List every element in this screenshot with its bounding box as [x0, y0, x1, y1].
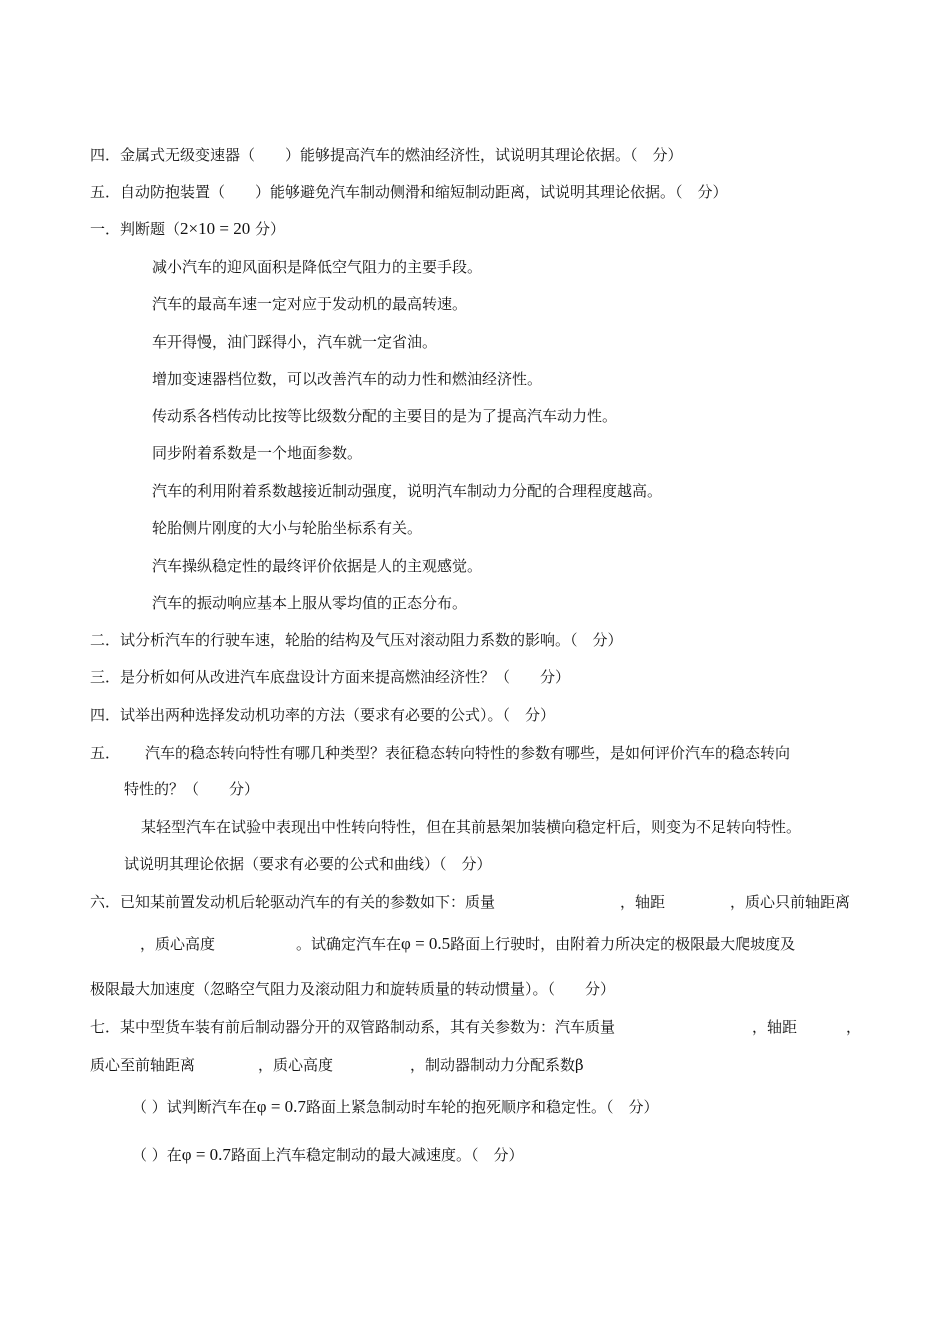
part-one-suffix: 路面上紧急制动时车轮的抱死顺序和稳定性。（ 分）: [305, 1098, 659, 1116]
part-two-prefix: （ ）在: [132, 1146, 182, 1164]
section-six-given-text: [296, 934, 795, 954]
true-false-heading-suffix: 分）: [250, 220, 285, 238]
true-false-item: 车开得慢，油门踩得小，汽车就一定省油。: [152, 333, 438, 351]
true-false-item: 增加变速器档位数，可以改善汽车的动力性和燃油经济性。: [152, 370, 543, 388]
section-six-given-prefix: 。试确定汽车在: [296, 935, 402, 953]
section-five-number: 五．: [90, 744, 121, 762]
section-six-line-one: 六．已知某前置发动机后轮驱动汽车的有关的参数如下：质量: [90, 893, 496, 911]
true-false-score-formula: 2×10 = 20: [180, 219, 251, 238]
section-seven-trailing-comma: ，: [846, 1018, 862, 1036]
question-four-cvt: 四．金属式无级变速器（ ）能够提高汽车的燃油经济性，试说明其理论依据。（ 分）: [90, 146, 683, 164]
section-five-line-two: 特性的？（ 分）: [124, 780, 260, 798]
true-false-item: 减小汽车的迎风面积是降低空气阻力的主要手段。: [152, 258, 483, 276]
section-six-wheelbase-label: ，轴距: [620, 893, 666, 911]
section-six-line-three: 极限最大加速度（忽略空气阻力及滚动阻力和旋转质量的转动惯量）。（ 分）: [90, 980, 616, 998]
part-two-adhesion-formula: φ = 0.7: [181, 1145, 231, 1164]
section-six-cg-label: ，质心只前轴距离: [730, 893, 851, 911]
true-false-item: 汽车的最高车速一定对应于发动机的最高转速。: [152, 295, 468, 313]
section-seven-part-two: [132, 1145, 523, 1165]
section-seven-cg-label: 质心至前轴距离: [90, 1056, 196, 1074]
section-four-question: 四．试举出两种选择发动机功率的方法（要求有必要的公式）。（ 分）: [90, 706, 556, 724]
section-six-given-suffix: 路面上行驶时，由附着力所决定的极限最大爬坡度及: [450, 935, 796, 953]
section-seven-part-one: [132, 1097, 658, 1117]
true-false-heading-prefix: 一．判断题（: [90, 220, 181, 238]
true-false-heading: [90, 219, 285, 239]
section-seven-height-label: ，质心高度: [258, 1056, 334, 1074]
true-false-item: 汽车的振动响应基本上服从零均值的正态分布。: [152, 594, 468, 612]
section-two-question: 二．试分析汽车的行驶车速，轮胎的结构及气压对滚动阻力系数的影响。（ 分）: [90, 631, 623, 649]
part-one-adhesion-formula: φ = 0.7: [256, 1097, 306, 1116]
section-six-height-label: ，质心高度: [140, 935, 216, 953]
true-false-item: 轮胎侧片刚度的大小与轮胎坐标系有关。: [152, 519, 423, 537]
true-false-item: 传动系各档传动比按等比级数分配的主要目的是为了提高汽车动力性。: [152, 407, 618, 425]
part-one-prefix: （ ）试判断汽车在: [132, 1098, 257, 1116]
section-five-b-line-two: 试说明其理论依据（要求有必要的公式和曲线）（ 分）: [124, 855, 492, 873]
section-three-question: 三．是分析如何从改进汽车底盘设计方面来提高燃油经济性？（ 分）: [90, 668, 571, 686]
section-five-b-line-one: 某轻型汽车在试验中表现出中性转向特性，但在其前悬架加装横向稳定杆后，则变为不足转向特性。: [141, 818, 802, 836]
question-five-abs: 五．自动防抱装置（ ）能够避免汽车制动侧滑和缩短制动距离，试说明其理论依据。（ 分）: [90, 183, 728, 201]
part-two-suffix: 路面上汽车稳定制动的最大减速度。（ 分）: [230, 1146, 524, 1164]
section-seven-wheelbase-label: ，轴距: [752, 1018, 798, 1036]
true-false-item: 汽车的利用附着系数越接近制动强度，说明汽车制动力分配的合理程度越高。: [152, 482, 663, 500]
true-false-item: 汽车操纵稳定性的最终评价依据是人的主观感觉。: [152, 557, 483, 575]
section-five-line-one: 汽车的稳态转向特性有哪几种类型？表征稳态转向特性的参数有哪些，是如何评价汽车的稳态转向: [145, 744, 791, 762]
section-seven-beta-label: ，制动器制动力分配系数β: [410, 1056, 584, 1074]
true-false-item: 同步附着系数是一个地面参数。: [152, 444, 363, 462]
section-seven-line-one: 七．某中型货车装有前后制动器分开的双管路制动系，其有关参数为：汽车质量: [90, 1018, 616, 1036]
section-six-adhesion-formula: φ = 0.5: [401, 934, 451, 953]
